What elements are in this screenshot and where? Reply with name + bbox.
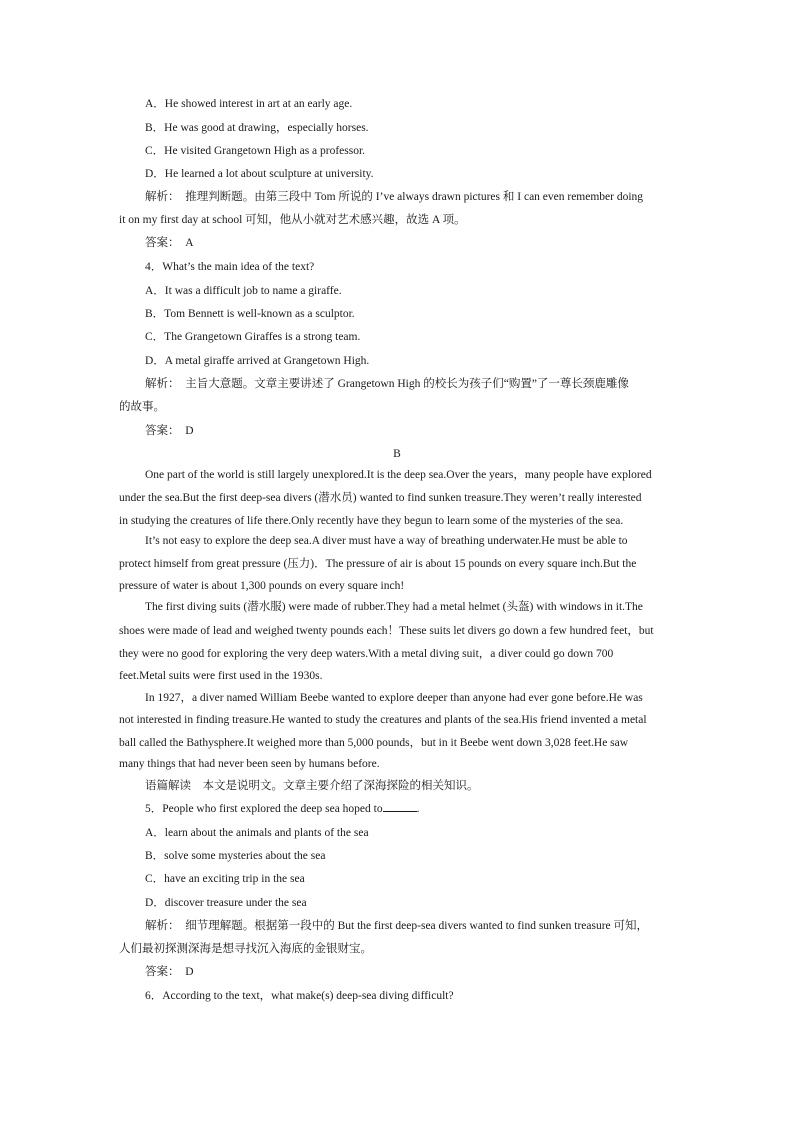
section-heading: B [393,448,401,460]
paragraph-3-line-4: feet.Metal suits were first used in the 1930s. [119,670,323,682]
q4-question: 4．What’s the main idea of the text? [145,261,315,273]
paragraph-3-line-1: The first diving suits (潜水服) were made of rubber.They had a metal helmet (头盔) with windows in it.The [145,601,643,613]
q3-option-d: D．He learned a lot about sculpture at university. [145,168,374,180]
q5-answer: 答案： D [145,966,194,978]
paragraph-3-line-2: shoes were made of lead and weighed twenty pounds each！These suits let divers go down a few hundred feet，but [119,625,654,637]
q4-analysis-line1: 解析： 主旨大意题。文章主要讲述了 Grangetown High 的校长为孩子们“购置”了一尊长颈鹿雕像 [145,378,629,390]
paragraph-3-line-3: they were no good for exploring the very deep waters.With a metal diving suit，a diver could go down 700 [119,648,614,660]
paragraph-4-line-2: not interested in finding treasure.He wanted to study the creatures and plants of the sea.His friend invented a metal [119,714,647,726]
q5-analysis-line1: 解析： 细节理解题。根据第一段中的 But the first deep-sea divers wanted to find sunken treasure 可知， [145,920,649,932]
q4-analysis-line2: 的故事。 [119,401,165,413]
paragraph-4-line-1: In 1927，a diver named William Beebe wanted to explore deeper than anyone had ever gone before.He was [145,692,643,704]
q5-question-text: 5．People who first explored the deep sea hoped to [145,803,383,815]
q4-option-d: D．A metal giraffe arrived at Grangetown High. [145,355,370,367]
q3-analysis-line1: 解析： 推理判断题。由第三段中 Tom 所说的 I’ve always drawn pictures 和 I can even remember doing [145,191,644,203]
q4-option-b: B．Tom Bennett is well-known as a sculptor. [145,308,355,320]
paragraph-1-line-3: in studying the creatures of life there.Only recently have they begun to learn some of the mysteries of the sea. [119,515,624,527]
paragraph-1-line-1: One part of the world is still largely unexplored.It is the deep sea.Over the years，many people have explored [145,469,652,481]
q3-option-b: B．He was good at drawing，especially horses. [145,122,369,134]
paragraph-4-line-4: many things that had never been seen by humans before. [119,758,380,770]
q5-option-a: A．learn about the animals and plants of the sea [145,827,369,839]
paragraph-2-line-1: It’s not easy to explore the deep sea.A diver must have a way of breathing underwater.He must be able to [145,535,628,547]
q5-question [145,801,419,817]
q5-option-b: B．solve some mysteries about the sea [145,850,326,862]
q3-analysis-line2: it on my first day at school 可知，他从小就对艺术感兴趣，故选 A 项。 [119,214,466,226]
paragraph-2-line-3: pressure of water is about 1,300 pounds on every square inch! [119,580,405,592]
q5-analysis-line2: 人们最初探测深海是想寻找沉入海底的金银财宝。 [119,943,372,955]
q3-option-c: C．He visited Grangetown High as a professor. [145,145,366,157]
q4-answer: 答案： D [145,425,194,437]
answer-blank [383,801,417,812]
q6-question: 6．According to the text，what make(s) deep-sea diving difficult? [145,990,454,1002]
q5-option-c: C．have an exciting trip in the sea [145,873,305,885]
paragraph-1-line-2: under the sea.But the first deep-sea divers (潜水员) wanted to find sunken treasure.They weren’t really interested [119,492,642,504]
q3-option-a: A．He showed interest in art at an early age. [145,98,353,110]
paragraph-4-line-3: ball called the Bathysphere.It weighed more than 5,000 pounds，but in it Beebe went down 3,028 feet.He saw [119,737,629,749]
paragraph-2-line-2: protect himself from great pressure (压力)．The pressure of air is about 15 pounds on every square inch.But the [119,558,637,570]
q4-option-c: C．The Grangetown Giraffes is a strong team. [145,331,361,343]
q4-option-a: A．It was a difficult job to name a giraffe. [145,285,342,297]
q5-question-end: . [416,803,420,815]
q5-option-d: D．discover treasure under the sea [145,897,307,909]
q3-answer: 答案： A [145,237,194,249]
passage-summary: 语篇解读 本文是说明文。文章主要介绍了深海探险的相关知识。 [145,780,479,792]
